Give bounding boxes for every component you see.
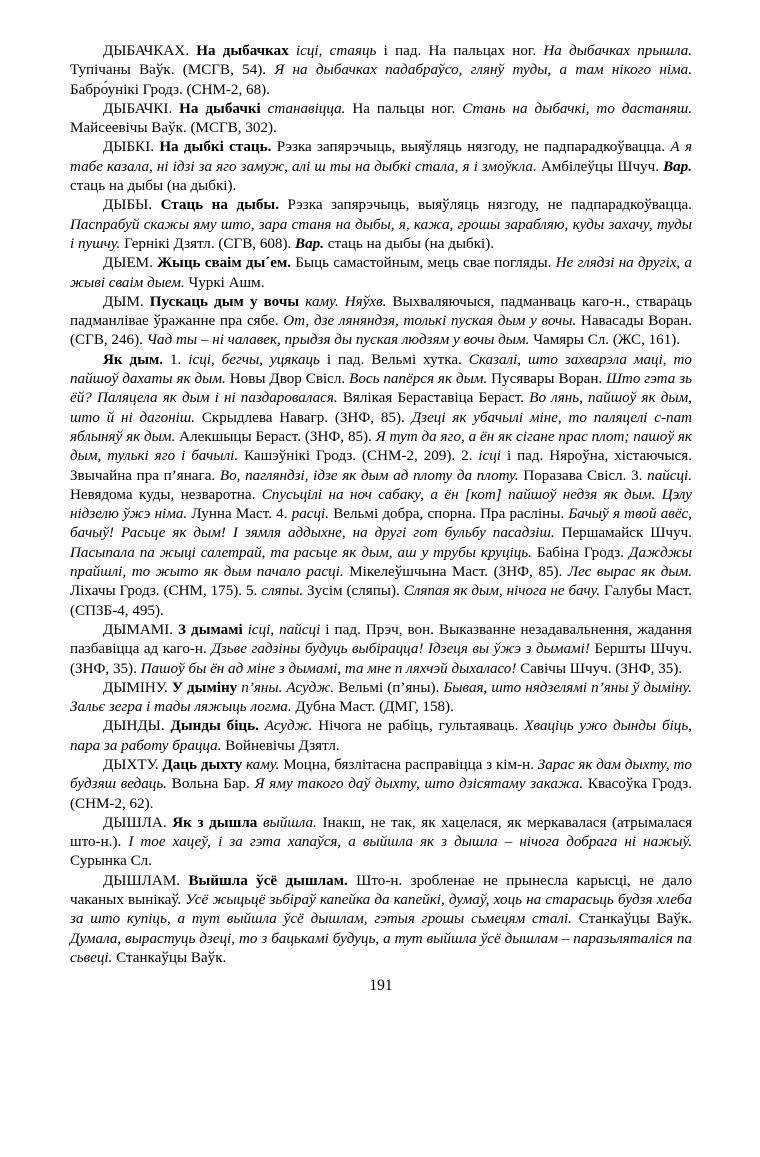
entry-italic-text: Думала, вырастуць дзеці, то з бацькамі будуць, а тут выйшла ўсё дышлам – паразьляталіся па сьвеці. <box>70 930 692 966</box>
entry-italic-text: Бачыў я твой авёс, бачыў! Расьце як дым! І зямля аддыхне, на другі гот бульбу пасадзіш. <box>70 506 692 542</box>
entry-text: Вельмі добра, спорна. Пра расліны. <box>329 506 569 523</box>
entry-italic-text: Вось папёрся як дым. <box>349 371 488 388</box>
entry-italic-text: Сляпая як дым, нічога не бачу. <box>403 583 601 600</box>
entry-text: Станкаўцы Ваўк. <box>571 911 692 928</box>
entry-text: ДЫБКІ. <box>103 139 160 156</box>
entry-text: Нічога не рабіць, гультаяваць. <box>312 718 525 735</box>
entry-italic-text: Пасыпала па жыці салетрай, та расьце як дым, аш у трубы круціць. <box>70 544 532 561</box>
entry-text: Бабро́унікі Гродз. (СНМ-2, 68). <box>70 81 270 98</box>
entry-italic-text: Дажджы прайшлі, то жыто як дым пачало расці. <box>70 544 693 581</box>
entry-text: стаць на дыбы (на дыбкі). <box>323 235 495 252</box>
entry-text: Тупічаны Ваўк. (МСГВ, 54). <box>70 62 275 79</box>
entry-italic-text: Спусьцілі на ноч сабаку, а ён [кот] пайшоў недзя як дым. Цэлу нідзелю ўжэ німа. <box>70 486 692 523</box>
entry-text: і пад. На пальцах ног. <box>376 43 544 59</box>
entry-italic-text: расці. <box>291 506 329 523</box>
entry-headphrase: Дынды біць. <box>170 718 259 735</box>
entry-headphrase: Выйшла ўсё дышлам. <box>188 872 348 889</box>
entry-italic-text: выйшла. <box>257 814 317 831</box>
entry-italic-text: На дыбачках прышла. <box>543 43 693 59</box>
entry-italic-text: Сказалі, што захварэла маці, то пайшоў дахаты як дым. <box>70 351 692 388</box>
dictionary-entry <box>70 100 692 139</box>
entry-text: ДЫХТУ. <box>103 756 163 773</box>
entry-text: Галубы Маст. (СПЗБ-4, 495). <box>70 583 692 619</box>
entry-text: Моцна, бязлітасна расправіцца з кім-н. <box>279 756 538 773</box>
entries-column <box>70 42 692 968</box>
entry-text: Рэзка запярэчыць, выяўляць нязгоду, не падпарадкоўвацца. <box>271 139 671 156</box>
entry-text: Вялікая Бераставіца Бераст. <box>337 390 530 407</box>
entry-text: Мікелеўшчына Маст. (ЗНФ, 85). <box>343 564 568 581</box>
entry-italic-text: каму. <box>242 756 280 773</box>
entry-text: Ліхачы Гродз. (СНМ, 175). 5. <box>70 583 262 600</box>
entry-text: Амбілеўцы Шчуч. <box>536 158 664 175</box>
entry-text: Бершты Шчуч. (ЗНФ, 35). <box>70 641 692 677</box>
entry-italic-text: каму. Няўхв. <box>299 293 387 310</box>
entry-italic-text: Асудж. <box>258 718 313 735</box>
dictionary-entry <box>70 42 692 100</box>
entry-text: 1. <box>163 351 189 368</box>
entry-text: Савічы Шчуч. (ЗНФ, 35). <box>516 660 683 677</box>
entry-italic-text: ісці <box>478 448 501 465</box>
entry-headphrase: Жыць сваім ды´ем. <box>157 255 292 272</box>
entry-text: Станкаўцы Ваўк. <box>112 949 227 966</box>
entry-italic-text: Лес вырас як дым. <box>567 564 692 581</box>
entry-italic-text: Я яму такого даў дыхту, што дзісятаму закажа. <box>254 776 584 793</box>
entry-text: Чамяры Сл. (ЖС, 161). <box>529 332 681 349</box>
entry-headphrase: Як з дышла <box>172 814 258 831</box>
entry-text: Чуркі Ашм. <box>184 274 265 291</box>
entry-text: Што-н. зробленае не прынесла карысці, не дало чаканых вынікаў. <box>70 872 692 909</box>
entry-text: Бабіна Гродз. <box>531 544 629 561</box>
entry-italic-text: Во, пагляндзі, ідзе як дым ад плоту да плоту. <box>219 467 519 484</box>
entry-italic-text: Што гэта зь ёй? Паляцела як дым і ні паздаровалася. <box>70 371 692 407</box>
entry-italic-text: ісці, пайсці <box>242 621 321 638</box>
entry-text: Зусім (сляпы). <box>303 583 404 600</box>
entry-headphrase: На дыбачках <box>196 43 289 59</box>
entry-text: Скрыдлева Навагр. (ЗНФ, 85). <box>195 409 412 426</box>
entry-text: На пальцы ног. <box>345 100 463 117</box>
entry-italic-text: пайсці. <box>647 467 692 484</box>
entry-text: Інакш, не так, як хацелася, як меркавалася (атрымалася што-н.). <box>70 814 693 851</box>
dictionary-entry <box>70 293 692 351</box>
entry-text: ДЫМАМІ. <box>103 621 179 638</box>
entry-text: ДЫМ. <box>103 293 150 310</box>
entry-italic-text: Вар. <box>663 158 692 175</box>
entry-text: Вольна Бар. <box>167 776 255 793</box>
entry-text: Пусявары Воран. <box>487 371 607 388</box>
entry-headphrase: З дымамі <box>178 621 243 638</box>
entry-text: Алекшыцы Бераст. (ЗНФ, 85). <box>175 428 376 445</box>
entry-text: ДЫБАЧКАХ. <box>103 43 197 59</box>
entry-italic-text: Я на дыбачках падабраўсо, глянў туды, а там нікого німа. <box>274 62 692 79</box>
entry-italic-text: станавіцца. <box>260 100 346 117</box>
entry-text: Сурынка Сл. <box>70 853 152 870</box>
page-number: 191 <box>369 977 393 995</box>
entry-italic-text: От, дзе ляняндзя, толькі пуская дым у вочы. <box>283 313 577 330</box>
entry-italic-text: Стань на дыбачкі, то дастаняш. <box>462 100 693 117</box>
entry-text: Гернікі Дзятл. (СГВ, 608). <box>120 235 296 252</box>
entry-italic-text: Не глядзі на другіх, а жыві сваім дыем. <box>70 255 692 291</box>
entry-text: Квасоўка Гродз. (СНМ-2, 62). <box>70 776 692 812</box>
entry-text: Першамайск Шчуч. <box>554 525 692 542</box>
entry-text: Поразава Свісл. 3. <box>518 467 648 484</box>
entry-italic-text: Во лянь, пайшоў як дым, што й ні дагоніш. <box>70 390 692 426</box>
dictionary-entry <box>70 717 692 756</box>
entry-text: Войневічы Дзятл. <box>221 737 340 754</box>
entry-text: стаць на дыбы (на дыбкі). <box>70 178 237 195</box>
entry-headphrase: Даць дыхту <box>162 756 243 773</box>
entry-headphrase: У дыміну <box>171 679 238 696</box>
entry-text: Выхваляючыся, падманваць каго-н., ствараць падманлівае ўражанне пра сябе. <box>70 293 692 330</box>
entry-italic-text: Бывая, што нядзелямі п’яны ў дыміну. Зальє зегра і тады ляжыць логма. <box>70 679 693 716</box>
entry-text: і пад. Вельмі хутка. <box>319 351 469 368</box>
entry-italic-text: ісці, стаяць <box>288 43 377 59</box>
entry-italic-text: Дзьве гадзіны будуць выбірацца! Ідзеця вы ўжэ з дымамі! <box>211 641 590 658</box>
entry-italic-text: сляпы. <box>261 583 304 600</box>
entry-italic-text: п’яны. Асудж. <box>237 679 335 696</box>
dictionary-entry <box>70 621 692 679</box>
entry-headphrase: Стаць на дыбы. <box>160 197 279 214</box>
entry-text: ДЫШЛА. <box>103 814 173 831</box>
entry-italic-text: Пашоў бы ён ад міне з дымамі, та мне п ляхчэй дыхалaсо! <box>140 660 517 677</box>
entry-text: ДЫБЫ. <box>103 197 161 214</box>
entry-text: Навасады Воран. (СГВ, 246). <box>70 313 692 349</box>
entry-text: Майсеевічы Ваўк. (МСГВ, 302). <box>70 120 277 137</box>
dictionary-entry <box>70 196 692 254</box>
entry-text: Вельмі (п’яны). <box>334 679 444 696</box>
dictionary-entry <box>70 679 692 718</box>
dictionary-entry <box>70 351 692 621</box>
entry-text: Дубна Маст. (ДМГ, 158). <box>291 699 454 716</box>
entry-headphrase: На дыбкі стаць. <box>159 139 272 156</box>
entry-italic-text: Чад ты – ні чалавек, прыдзя ды пуская людзям у вочы дым. <box>146 332 530 349</box>
entry-italic-text: І тое хацеў, і за гэта хапаўся, а выйшла як з дышла – нічога добрага ні нажыў. <box>128 834 692 851</box>
entry-text: Быць самастойным, мець свае погляды. <box>291 255 556 272</box>
entry-text: Новы Двор Свісл. <box>225 371 350 388</box>
entry-text: і пад. Прэч, вон. Выказванне незадавальнення, жадання пазбавіцца ад каго-н. <box>70 621 692 658</box>
entry-headphrase: Як дым. <box>103 351 164 368</box>
entry-text: Невядома куды, незваротна. <box>70 486 262 503</box>
entry-text: і пад. Няроўна, хістаючыся. Звычайна пра п’янага. <box>70 448 692 484</box>
entry-text: ДЫБАЧКІ. <box>103 100 180 117</box>
dictionary-entry <box>70 138 692 196</box>
entry-italic-text: Я тут да яго, а ён як сігане прас плот; пашоў як дым, тулькі яго і бачылі. <box>70 428 692 465</box>
entry-italic-text: Дзеці як убачылі міне, то паляцелі с-пат яблыняў як дым. <box>70 409 693 445</box>
entry-italic-text: Паспрабуй скажы яму што, зара станя на дыбы, я, кажа, грошы зарабляю, куды захачу, туды і пушчу. <box>70 216 692 252</box>
entry-text: ДЫЕМ. <box>103 255 158 272</box>
entry-italic-text: Усё жыцьцё зьбіраў капейка да капейкі, думаў, хоць на старасьць будзя хлеба за што купіць, а тут выйшла ўсё дышлам, гэтыя грошы сьмецям сталі. <box>70 892 693 928</box>
entry-headphrase: Пускаць дым у вочы <box>149 293 300 310</box>
entry-text: Рэзка запярэчыць, выяўляць нязгоду, не падпарадкоўвацца. <box>278 197 693 214</box>
dictionary-entry <box>70 872 692 968</box>
entry-text: Кашэўнікі Гродз. (СНМ-2, 209). 2. <box>238 448 479 465</box>
entry-italic-text: А я табе казала, ні ідзі за яго замуж, алі ш ты на дыбкі стала, я і змоўкла. <box>70 139 692 175</box>
entry-italic-text: ісці, бегчы, уцякаць <box>188 351 320 368</box>
entry-text: ДЫШЛАМ. <box>103 872 189 889</box>
dictionary-entry <box>70 254 692 293</box>
entry-text: ДЫНДЫ. <box>103 718 171 735</box>
entry-headphrase: На дыбачкі <box>179 100 261 117</box>
entry-italic-text: Вар. <box>295 235 324 252</box>
dictionary-entry <box>70 756 692 814</box>
dictionary-entry <box>70 814 692 872</box>
entry-text: Лунна Маст. 4. <box>187 506 292 523</box>
entry-italic-text: Зарас як дам дыхту, то будзяш ведаць. <box>70 756 692 793</box>
entry-italic-text: Хваціць ужо дынды біць, пара за работу брацца. <box>70 718 692 754</box>
entry-text: ДЫМІНУ. <box>103 679 172 696</box>
